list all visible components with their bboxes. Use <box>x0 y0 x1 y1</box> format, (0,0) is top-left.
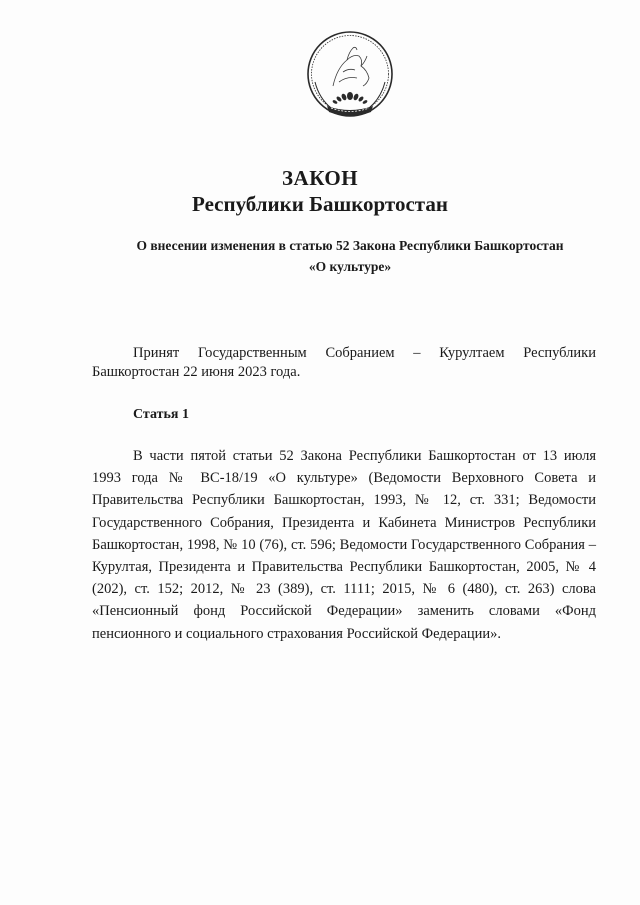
law-name <box>80 235 620 277</box>
document-title: ЗАКОН <box>281 166 359 190</box>
adoption-statement: Принят Государственным Собранием – Курултаем Республики Башкортостан 22 июня 2023 года. <box>92 345 596 380</box>
law-name-line-1: О внесении изменения в статью 52 Закона Республики Башкортостан <box>136 238 564 253</box>
article-heading: Статья 1 <box>133 407 189 422</box>
document-subtitle: Республики Башкортостан <box>192 192 448 216</box>
law-name-line-2: «О культуре» <box>308 259 392 274</box>
article-body: В части пятой статьи 52 Закона Республики Башкортостан от 13 июля 1993 года № ВС-18/19 «О культуре» (Ведомости Верховного Совета и Правительства Республики Башкортостан, 1993, № 12, ст. 331; Ведомости Государственного Собрания, Президента и Кабинета Министров Республики Башкортостан, 1998, № 10 (76), ст. 596; Ведомости Государственного Собрания – Курултая, Президента и Правительства Республики Башкортостан, 2005, № 4 (202), ст. 152; 2012, № 23 (389), ст. 1111; 2015, № 6 (480), ст. 263) слова «Пенсионный фонд Российской Федерации» заменить словами «Фонд пенсионного и социального страхования Российской Федерации». <box>92 448 596 642</box>
coat-of-arms-icon <box>303 26 397 126</box>
